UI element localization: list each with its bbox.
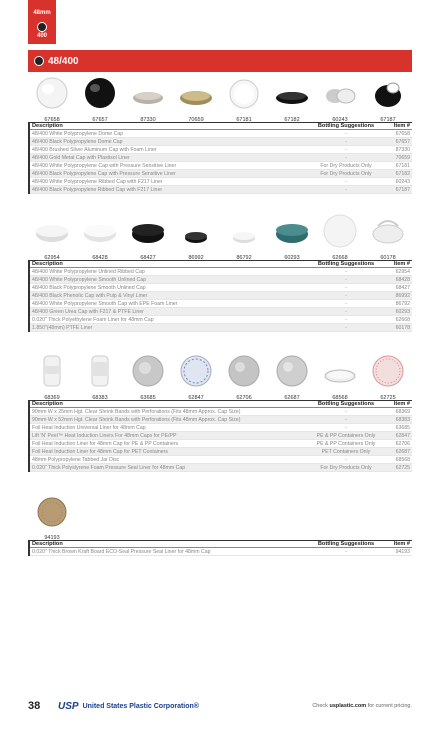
col-description: Description — [32, 123, 63, 129]
cap-icon — [37, 22, 47, 32]
table-header — [28, 260, 412, 268]
col-item: Item # — [393, 401, 410, 407]
row-item: 67181 — [395, 162, 410, 169]
table-row — [28, 292, 412, 300]
product-tile[interactable] — [318, 354, 362, 401]
product-tile[interactable] — [222, 354, 266, 401]
product-tile[interactable] — [318, 76, 362, 123]
row-description: 48/400 Black Polypropylene Cap with Pressure Sensitive Liner — [32, 170, 176, 177]
row-item: 70659 — [395, 154, 410, 161]
white-cap-icon — [227, 76, 261, 110]
foil-liner-icon — [227, 354, 261, 388]
table-row — [28, 178, 412, 186]
row-suggestion: - — [345, 548, 347, 555]
table-row — [28, 300, 412, 308]
row-suggestion: - — [345, 300, 347, 307]
product-tile[interactable] — [126, 354, 170, 401]
product-number: 67657 — [92, 117, 108, 123]
product-strip-3 — [28, 354, 412, 400]
table-row — [28, 276, 412, 284]
product-tile[interactable] — [30, 354, 74, 401]
row-item: 67182 — [395, 170, 410, 177]
table-row — [28, 408, 412, 416]
row-description: 48/400 White Polypropylene Smooth Cap with EPE Foam Liner — [32, 300, 178, 307]
col-bottling: Bottling Suggestions — [317, 541, 375, 547]
row-suggestion: - — [345, 316, 347, 323]
row-item: 62668 — [395, 316, 410, 323]
row-suggestion: - — [345, 408, 347, 415]
page-footer — [28, 696, 412, 716]
product-tile[interactable] — [174, 214, 218, 261]
green-urea-cap-icon — [274, 214, 310, 248]
row-description: 0.020" Thick Polyethylene Foam Liner for 48mm Cap — [32, 316, 154, 323]
white-smooth-cap-icon — [82, 214, 118, 248]
shrink-band-icon — [83, 354, 117, 388]
pressure-seal-liner-icon — [371, 354, 405, 388]
product-number: 67182 — [284, 117, 300, 123]
product-tile[interactable] — [222, 76, 266, 123]
row-suggestion: For Dry Products Only — [320, 464, 372, 471]
pricing-note — [312, 703, 412, 709]
product-table-2 — [28, 260, 412, 332]
table-row — [28, 548, 412, 556]
table-row — [28, 284, 412, 292]
black-phenolic-cap-icon — [178, 214, 214, 248]
product-number: 68428 — [92, 255, 108, 261]
website-link[interactable]: usplastic.com — [329, 703, 367, 709]
product-number: 60243 — [332, 117, 348, 123]
pricing-note-suffix: for current pricing. — [366, 703, 412, 709]
row-item: 68383 — [395, 416, 410, 423]
row-description: 48/400 Gold Metal Cap with Plastisol Liner — [32, 154, 130, 161]
row-description: 90mm W x 25mm Hgt. Clear Shrink Bands with Perforations (Fits 48mm Approx. Cap Size) — [32, 408, 241, 415]
row-item: 60293 — [395, 308, 410, 315]
product-number: 62706 — [236, 395, 252, 401]
row-description: 48/400 White Polypropylene Cap with Pressure Sensitive Liner — [32, 162, 177, 169]
row-item: 86992 — [395, 292, 410, 299]
row-description: 48/400 Green Urea Cap with F217 & PTFE Liner — [32, 308, 144, 315]
row-suggestion: - — [345, 308, 347, 315]
product-tile[interactable] — [366, 214, 410, 261]
white-foam-lined-cap-icon — [226, 214, 262, 248]
table-row — [28, 186, 412, 194]
row-suggestion: - — [345, 416, 347, 423]
product-number: 62725 — [380, 395, 396, 401]
ptfe-liner-icon — [370, 214, 406, 248]
product-number: 68427 — [140, 255, 156, 261]
product-tile[interactable] — [366, 354, 410, 401]
product-number: 62954 — [44, 255, 60, 261]
product-number: 67187 — [380, 117, 396, 123]
product-number: 60178 — [380, 255, 396, 261]
row-suggestion: PET Containers Only — [321, 448, 371, 455]
row-item: 68568 — [395, 456, 410, 463]
row-item: 87330 — [395, 146, 410, 153]
black-cap-icon — [275, 76, 309, 110]
row-suggestion: - — [345, 154, 347, 161]
row-suggestion: PE & PP Containers Only — [316, 432, 376, 439]
row-description: Foil Heat Induction Universal Liner for 48mm Cap — [32, 424, 146, 431]
size-tab — [28, 0, 56, 44]
product-tile[interactable] — [318, 214, 362, 261]
table-row — [28, 416, 412, 424]
product-number: 86992 — [188, 255, 204, 261]
table-row — [28, 440, 412, 448]
row-description: Lift 'N' Peel™ Heat Induction Liners For 48mm Caps for PE/PP — [32, 432, 177, 439]
row-description: 48/400 White Polypropylene Dome Cap — [32, 130, 124, 137]
col-bottling: Bottling Suggestions — [317, 401, 375, 407]
table-row — [28, 268, 412, 276]
company-logo — [58, 701, 199, 712]
product-tile[interactable] — [126, 214, 170, 261]
row-item: 67187 — [395, 186, 410, 193]
row-description: 48/400 Brushed Silver Aluminum Cap with Foam Liner — [32, 146, 157, 153]
product-strip-2 — [28, 214, 412, 260]
row-description: 48/400 Black Polypropylene Ribbed Cap with F217 Liner — [32, 186, 163, 193]
row-item: 62847 — [395, 432, 410, 439]
product-strip-4 — [28, 496, 412, 541]
product-tile[interactable] — [366, 76, 410, 123]
col-description: Description — [32, 261, 63, 267]
row-suggestion: - — [345, 130, 347, 137]
row-suggestion: For Dry Products Only — [320, 170, 372, 177]
row-description: 1.850"(48mm) PTFE Liner — [32, 324, 93, 331]
row-description: 48/400 Black Phenolic Cap with Pulp & Vinyl Liner — [32, 292, 148, 299]
product-tile[interactable] — [270, 354, 314, 401]
product-tile[interactable] — [174, 76, 218, 123]
section-title: 48/400 — [48, 55, 79, 67]
row-item: 63685 — [395, 424, 410, 431]
row-suggestion: - — [345, 292, 347, 299]
company-name: United States Plastic Corporation® — [82, 702, 199, 710]
pricing-note-prefix: Check — [312, 703, 330, 709]
product-tile[interactable] — [222, 214, 266, 261]
product-table-3 — [28, 400, 412, 472]
row-item: 68427 — [395, 284, 410, 291]
col-description: Description — [32, 401, 63, 407]
table-row — [28, 308, 412, 316]
row-item: 62706 — [395, 440, 410, 447]
row-item: 60243 — [395, 178, 410, 185]
table-row — [28, 138, 412, 146]
row-suggestion: - — [345, 276, 347, 283]
jar-disc-icon — [323, 354, 357, 388]
table-row — [28, 170, 412, 178]
product-number: 62668 — [332, 255, 348, 261]
product-number: 87330 — [140, 117, 156, 123]
row-description: 48/400 White Polypropylene Unlined Ribbed Cap — [32, 268, 145, 275]
row-item: 62687 — [395, 448, 410, 455]
size-tab-label: 48mm — [33, 10, 51, 16]
white-ribbed-cap-icon — [323, 76, 357, 110]
product-number: 62847 — [188, 395, 204, 401]
row-item: 86792 — [395, 300, 410, 307]
product-strip-1 — [28, 76, 412, 122]
table-row — [28, 316, 412, 324]
table-row — [28, 154, 412, 162]
row-item: 67658 — [395, 130, 410, 137]
row-item: 68369 — [395, 408, 410, 415]
product-tile[interactable] — [174, 354, 218, 401]
row-item: 62954 — [395, 268, 410, 275]
table-row — [28, 146, 412, 154]
product-tile[interactable] — [78, 76, 122, 123]
row-item: 62725 — [395, 464, 410, 471]
row-description: 90mm W x 52mm Hgt. Clear Shrink Bands with Perforations (Fits 48mm Approx. Cap Size) — [32, 416, 241, 423]
row-description: Foil Heat Induction Liner for 48mm Cap for PE & PP Containers — [32, 440, 179, 447]
row-description: 48/400 Black Polypropylene Dome Cap — [32, 138, 123, 145]
row-description: 0.020" Thick Polystyrene Foam Pressure Seal Liner for 48mm Cap — [32, 464, 186, 471]
product-table-1 — [28, 122, 412, 194]
row-suggestion: - — [345, 178, 347, 185]
product-tile[interactable] — [30, 496, 74, 541]
product-number: 67658 — [44, 117, 60, 123]
col-bottling: Bottling Suggestions — [317, 261, 375, 267]
row-description: Foil Heat Induction Liner for 48mm Cap for PET Containers — [32, 448, 168, 455]
product-number: 68383 — [92, 395, 108, 401]
table-header — [28, 122, 412, 130]
col-item: Item # — [393, 123, 410, 129]
table-row — [28, 456, 412, 464]
silver-aluminum-cap-icon — [131, 76, 165, 110]
product-tile[interactable] — [30, 214, 74, 261]
foil-liner-icon — [275, 354, 309, 388]
product-number: 67181 — [236, 117, 252, 123]
product-number: 70659 — [188, 117, 204, 123]
product-tile[interactable] — [126, 76, 170, 123]
black-dome-cap-icon — [83, 76, 117, 110]
row-item: 67657 — [395, 138, 410, 145]
table-row — [28, 324, 412, 332]
black-smooth-cap-icon — [130, 214, 166, 248]
row-suggestion: - — [345, 146, 347, 153]
size-tab-finish: 400 — [36, 33, 47, 39]
white-ribbed-cap-icon — [34, 214, 70, 248]
row-suggestion: - — [345, 324, 347, 331]
row-suggestion: - — [345, 456, 347, 463]
product-tile[interactable] — [78, 354, 122, 401]
foam-liner-icon — [322, 214, 358, 248]
row-item: 68428 — [395, 276, 410, 283]
page-number: 38 — [28, 700, 41, 712]
row-suggestion: - — [345, 424, 347, 431]
foil-liner-icon — [131, 354, 165, 388]
product-table-4 — [28, 540, 412, 556]
row-suggestion: For Dry Products Only — [320, 162, 372, 169]
col-item: Item # — [393, 541, 410, 547]
product-number: 68568 — [332, 395, 348, 401]
table-row — [28, 424, 412, 432]
row-item: 94193 — [395, 548, 410, 555]
table-row — [28, 432, 412, 440]
row-description: 0.020" Thick Brown Kraft Board ECO-Seal Pressure Seal Liner for 48mm Cap — [32, 548, 211, 555]
col-description: Description — [32, 541, 63, 547]
col-item: Item # — [393, 261, 410, 267]
kraft-board-liner-icon — [35, 496, 69, 528]
peel-liner-icon — [179, 354, 213, 388]
section-banner — [28, 50, 412, 72]
row-suggestion: - — [345, 268, 347, 275]
row-description: 48/400 White Polypropylene Ribbed Cap with F217 Liner — [32, 178, 163, 185]
shrink-band-icon — [35, 354, 69, 388]
table-row — [28, 464, 412, 472]
table-header — [28, 540, 412, 548]
product-tile[interactable] — [30, 76, 74, 123]
product-number: 86792 — [236, 255, 252, 261]
row-description: 48/400 White Polypropylene Smooth Unlined Cap — [32, 276, 147, 283]
product-number: 62687 — [284, 395, 300, 401]
product-number: 94193 — [44, 535, 60, 541]
product-number: 60293 — [284, 255, 300, 261]
table-row — [28, 130, 412, 138]
row-suggestion: - — [345, 138, 347, 145]
product-tile[interactable] — [270, 76, 314, 123]
black-ribbed-cap-icon — [371, 76, 405, 110]
table-header — [28, 400, 412, 408]
row-suggestion: - — [345, 186, 347, 193]
row-description: 48mm Polypropylene Tabbed Jar Disc — [32, 456, 120, 463]
row-description: 48/400 Black Polypropylene Smooth Unlined Cap — [32, 284, 146, 291]
product-number: 63685 — [140, 395, 156, 401]
col-bottling: Bottling Suggestions — [317, 123, 375, 129]
cap-icon — [34, 56, 44, 66]
product-tile[interactable] — [78, 214, 122, 261]
white-dome-cap-icon — [35, 76, 69, 110]
product-number: 68369 — [44, 395, 60, 401]
row-suggestion: - — [345, 284, 347, 291]
table-row — [28, 448, 412, 456]
table-row — [28, 162, 412, 170]
row-item: 60178 — [395, 324, 410, 331]
product-tile[interactable] — [270, 214, 314, 261]
gold-metal-cap-icon — [179, 76, 213, 110]
row-suggestion: PE & PP Containers Only — [316, 440, 376, 447]
usp-logo-icon: USP — [58, 700, 79, 712]
